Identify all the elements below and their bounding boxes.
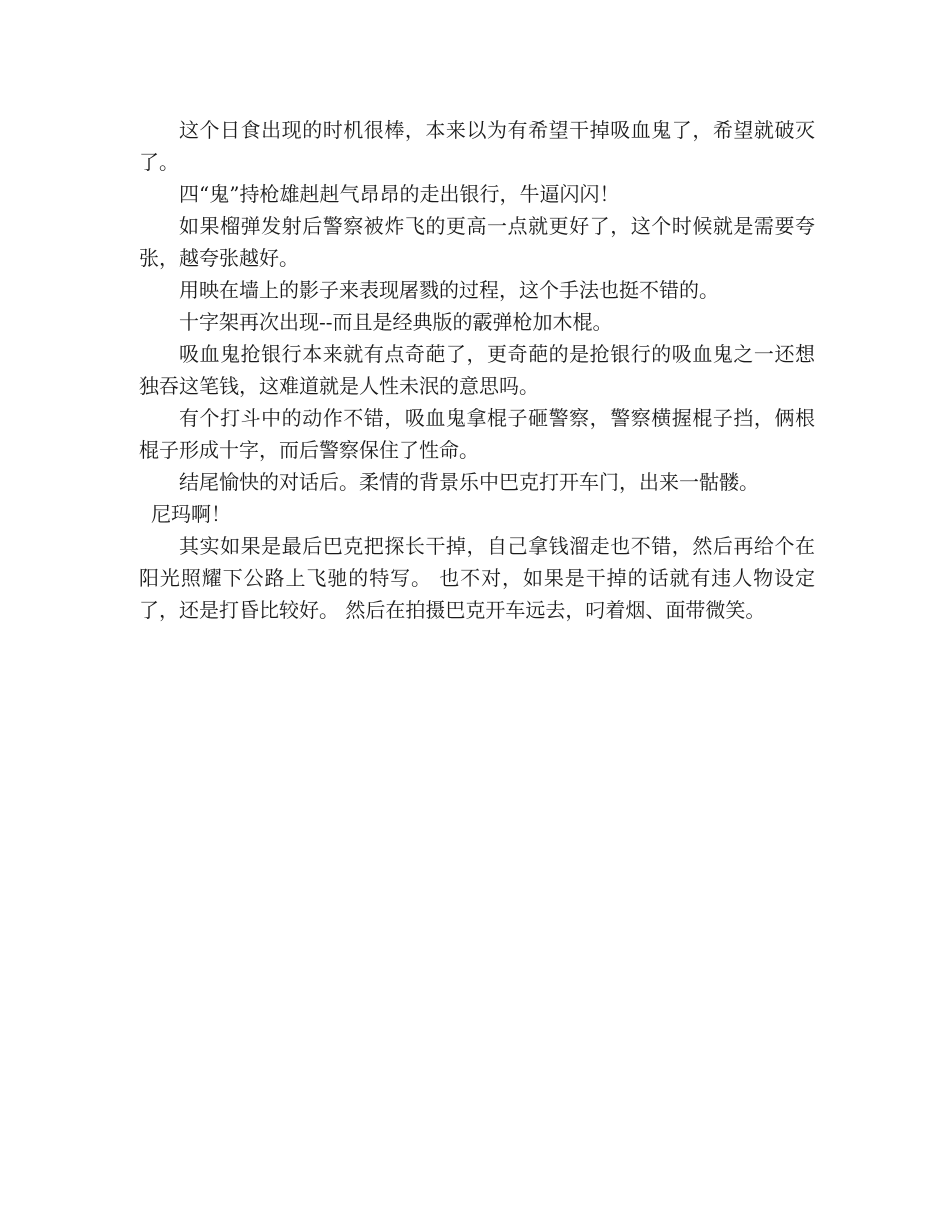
paragraph-alternative: 其实如果是最后巴克把探长干掉，自己拿钱溜走也不错，然后再给个在阳光照耀下公路上飞驰的特写。 也不对，如果是干掉的话就有违人物设定了，还是打昏比较好。 然后在拍摄巴克开车远去，叼着烟、面带微笑。 [139,534,815,622]
paragraph-fight: 有个打斗中的动作不错，吸血鬼拿棍子砸警察，警察横握棍子挡，俩根棍子形成十字，而后警察保住了性命。 [139,406,815,462]
paragraph-cross: 十字架再次出现--而且是经典版的霰弹枪加木棍。 [179,310,613,334]
paragraph-robbery: 吸血鬼抢银行本来就有点奇葩了，更奇葩的是抢银行的吸血鬼之一还想独吞这笔钱，这难道就是人性未泯的意思吗。 [139,342,815,398]
paragraph-eclipse: 这个日食出现的时机很棒，本来以为有希望干掉吸血鬼了，希望就破灭了。 [139,118,815,174]
paragraph-ending: 结尾愉快的对话后。柔情的背景乐中巴克打开车门，出来一骷髅。 [179,470,759,494]
paragraph-walk-out: 四“鬼”持枪雄赳赳气昂昂的走出银行，牛逼闪闪！ [179,182,620,206]
paragraph-exclamation: 尼玛啊！ [151,502,231,526]
paragraph-grenade: 如果榴弹发射后警察被炸飞的更高一点就更好了，这个时候就是需要夸张，越夸张越好。 [139,214,815,270]
paragraph-shadow: 用映在墙上的影子来表现屠戮的过程，这个手法也挺不错的。 [179,278,719,302]
document-body [139,114,815,626]
